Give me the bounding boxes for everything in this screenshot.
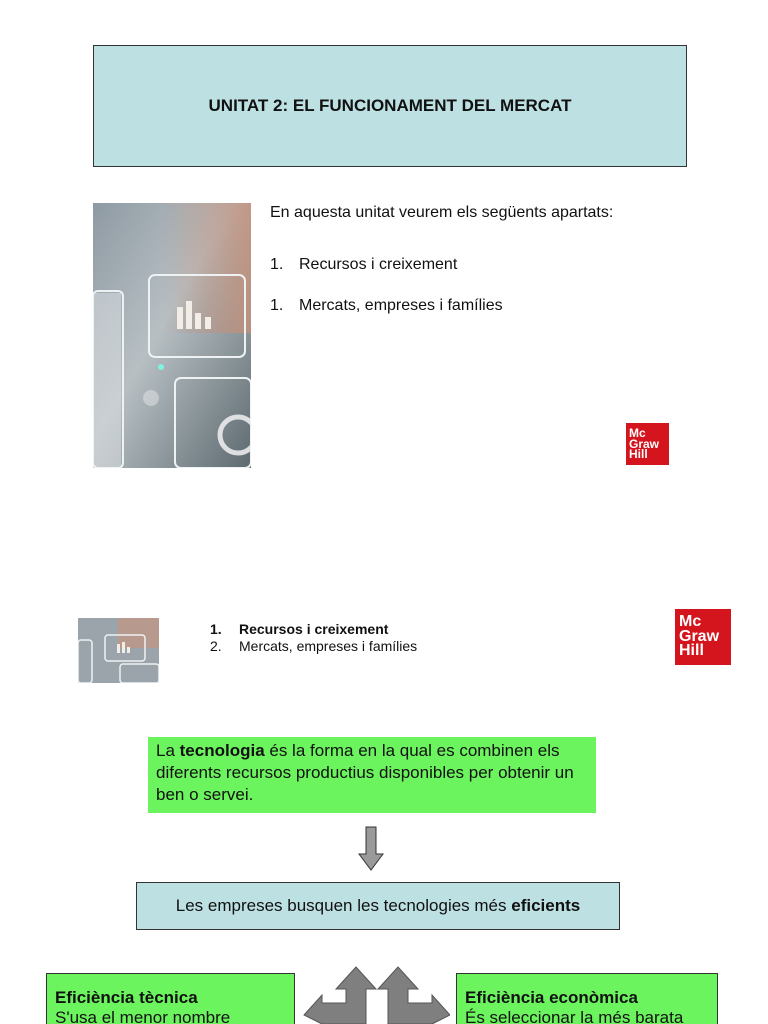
technical-efficiency-text: S'usa el menor nombre (55, 1008, 231, 1024)
subnav-label: Recursos i creixement (239, 621, 389, 637)
subnav-label: Mercats, empreses i famílies (239, 638, 418, 654)
technical-efficiency-box (46, 973, 295, 1024)
unit-title-box (93, 45, 687, 167)
subnav-item (210, 638, 417, 655)
economic-efficiency-title: Eficiència econòmica (465, 988, 638, 1007)
subnav-number: 2. (210, 638, 222, 654)
subnav-item-active (210, 621, 388, 638)
efficient-technologies-box: Les empreses busquen les tecnologies més eficients (136, 882, 620, 930)
economic-efficiency-text: És seleccionar la més barata (465, 1008, 684, 1024)
down-arrow-icon (357, 826, 385, 877)
technology-definition-box: La tecnologia és la forma en la qual es combinen els diferents recursos productius disponibles per obtenir un ben o servei. (148, 737, 596, 813)
mcgraw-hill-logo: Mc Graw Hill (626, 423, 669, 465)
split-arrows-icon (300, 963, 450, 1024)
economic-efficiency-box (456, 973, 718, 1024)
mcgraw-hill-logo: Mc Graw Hill (675, 609, 731, 665)
section-item (270, 256, 457, 274)
unit-title: UNITAT 2: EL FUNCIONAMENT DEL MERCAT (208, 96, 572, 115)
section-label: Mercats, empreses i famílies (299, 297, 503, 314)
section-item (270, 297, 503, 315)
intro-text: En aquesta unitat veurem els següents apartats: (270, 204, 614, 221)
section-number: 1. (270, 297, 284, 314)
section-label: Recursos i creixement (299, 256, 458, 273)
thumbnail-photo (78, 618, 159, 683)
technical-efficiency-title: Eficiència tècnica (55, 988, 198, 1007)
cover-photo (93, 203, 251, 468)
section-number: 1. (270, 256, 284, 273)
efficient-term: eficients (511, 896, 581, 915)
technology-term: tecnologia (179, 741, 265, 760)
subnav-number: 1. (210, 621, 222, 637)
